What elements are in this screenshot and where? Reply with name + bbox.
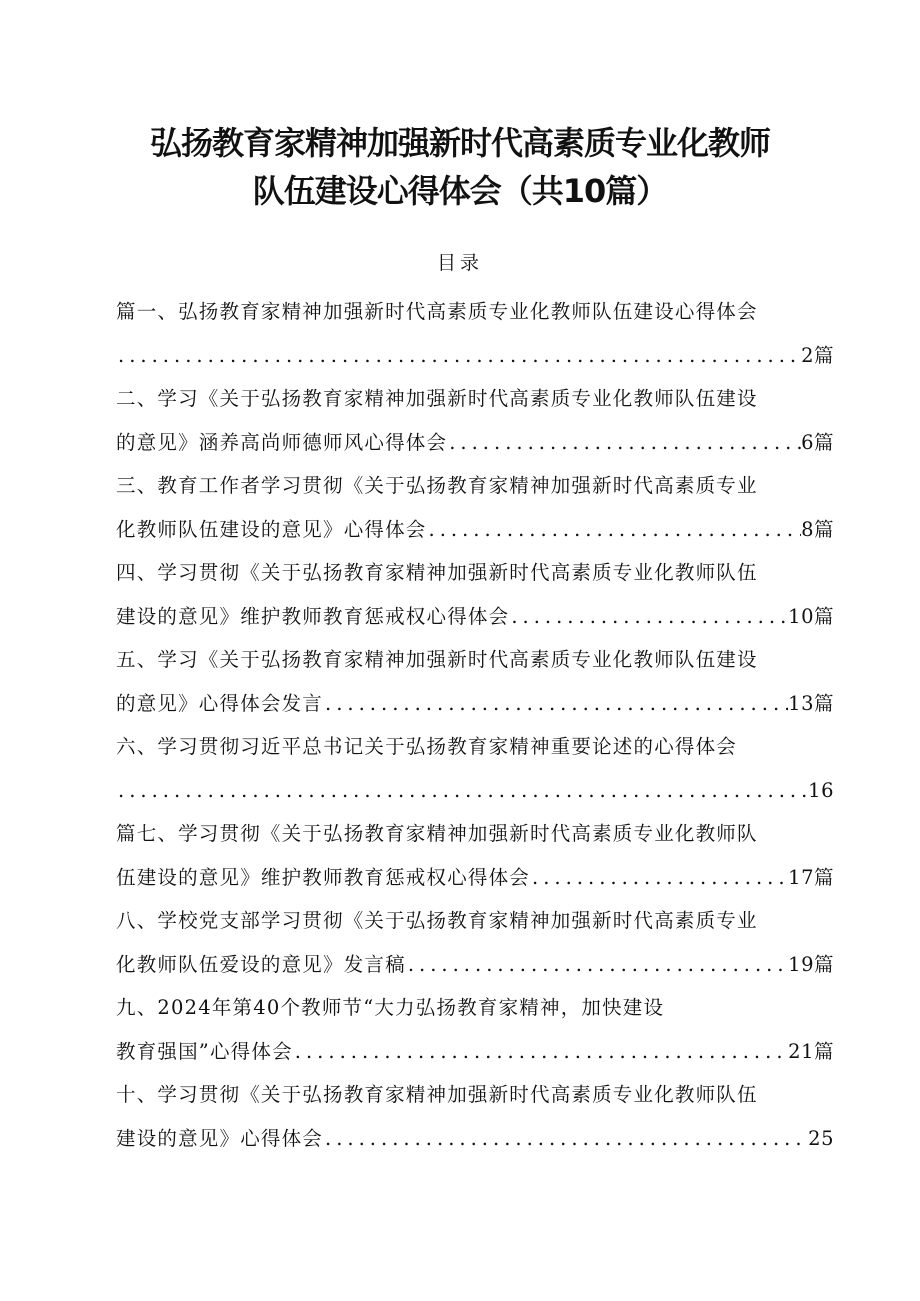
toc-entry-continuation: 化教师队伍爱设的意见》发言稿 [116, 952, 406, 976]
toc-entry-6[interactable] [116, 725, 834, 812]
toc-entry-text: 篇七、学习贯彻《关于弘扬教育家精神加强新时代高素质专业化教师队 [116, 822, 758, 845]
toc-page-number: 2篇 [801, 343, 834, 367]
toc-entry-leader-line [116, 1117, 834, 1161]
toc-entry-5[interactable] [116, 638, 834, 725]
toc-entry-text: 三、教育工作者学习贯彻《关于弘扬教育家精神加强新时代高素质专业 [116, 474, 758, 497]
document-title-line-2: 队伍建设心得体会（共10篇） [252, 172, 668, 210]
toc-entry-text: 八、学校党支部学习贯彻《关于弘扬教育家精神加强新时代高素质专业 [116, 909, 758, 932]
toc-page-number: 6篇 [801, 430, 834, 454]
toc-entry-10[interactable] [116, 1073, 834, 1160]
toc-entry-leader-line [116, 856, 834, 900]
toc-entry-leader-line [116, 595, 834, 639]
toc-entry-8[interactable] [116, 899, 834, 986]
dot-leader [323, 682, 788, 726]
toc-entry-2[interactable] [116, 377, 834, 464]
toc-entry-leader-line [116, 682, 834, 726]
toc-entry-continuation: 建设的意见》维护教师教育惩戒权心得体会 [116, 604, 510, 628]
dot-leader [293, 1030, 788, 1074]
dot-leader [427, 508, 802, 552]
toc-page-number: 21篇 [788, 1039, 834, 1063]
toc-entry-continuation: 建设的意见》心得体会 [116, 1126, 324, 1150]
toc-entry-text: 六、学习贯彻习近平总书记关于弘扬教育家精神重要论述的心得体会 [116, 735, 738, 758]
dot-leader [406, 943, 788, 987]
toc-entry-9[interactable] [116, 986, 834, 1073]
toc-page-number: 16 [808, 778, 834, 802]
toc-entry-leader-line [116, 334, 834, 378]
toc-entry-4[interactable] [116, 551, 834, 638]
toc-entry-text: 九、2024年第40个教师节“大力弘扬教育家精神，加快建设 [116, 996, 665, 1019]
toc-entry-continuation: 伍建设的意见》维护教师教育惩戒权心得体会 [116, 865, 531, 889]
dot-leader [509, 595, 788, 639]
toc-heading: 目录 [436, 252, 483, 274]
toc-page-number: 13篇 [788, 691, 834, 715]
dot-leader [323, 1117, 808, 1161]
toc-page-number: 8篇 [801, 517, 834, 541]
toc-entry-text: 四、学习贯彻《关于弘扬教育家精神加强新时代高素质专业化教师队伍 [116, 561, 758, 584]
toc-entry-continuation: 教育强国”心得体会 [116, 1039, 293, 1063]
toc-entry-continuation: 的意见》涵养高尚师德师风心得体会 [116, 430, 448, 454]
toc-page-number: 17篇 [788, 865, 834, 889]
toc-entry-1[interactable] [116, 290, 834, 377]
toc-entry-leader-line [116, 508, 834, 552]
toc-entry-leader-line [116, 1030, 834, 1074]
toc-entry-3[interactable] [116, 464, 834, 551]
table-of-contents [116, 290, 834, 1160]
dot-leader [116, 769, 808, 813]
dot-leader [530, 856, 788, 900]
dot-leader [447, 421, 801, 465]
dot-leader [116, 334, 801, 378]
toc-page-number: 10篇 [788, 604, 834, 628]
toc-page-number: 19篇 [788, 952, 834, 976]
toc-entry-leader-line [116, 943, 834, 987]
toc-entry-leader-line [116, 421, 834, 465]
toc-page-number: 25 [808, 1126, 834, 1150]
toc-entry-text: 五、学习《关于弘扬教育家精神加强新时代高素质专业化教师队伍建设 [116, 648, 758, 671]
document-title-line-1: 弘扬教育家精神加强新时代高素质专业化教师 [149, 124, 770, 162]
toc-entry-text: 篇一、弘扬教育家精神加强新时代高素质专业化教师队伍建设心得体会 [116, 300, 758, 323]
toc-entry-7[interactable] [116, 812, 834, 899]
toc-entry-continuation: 化教师队伍建设的意见》心得体会 [116, 517, 427, 541]
toc-entry-text: 十、学习贯彻《关于弘扬教育家精神加强新时代高素质专业化教师队伍 [116, 1083, 758, 1106]
toc-entry-text: 二、学习《关于弘扬教育家精神加强新时代高素质专业化教师队伍建设 [116, 387, 758, 410]
toc-entry-continuation: 的意见》心得体会发言 [116, 691, 324, 715]
toc-entry-leader-line [116, 769, 834, 813]
